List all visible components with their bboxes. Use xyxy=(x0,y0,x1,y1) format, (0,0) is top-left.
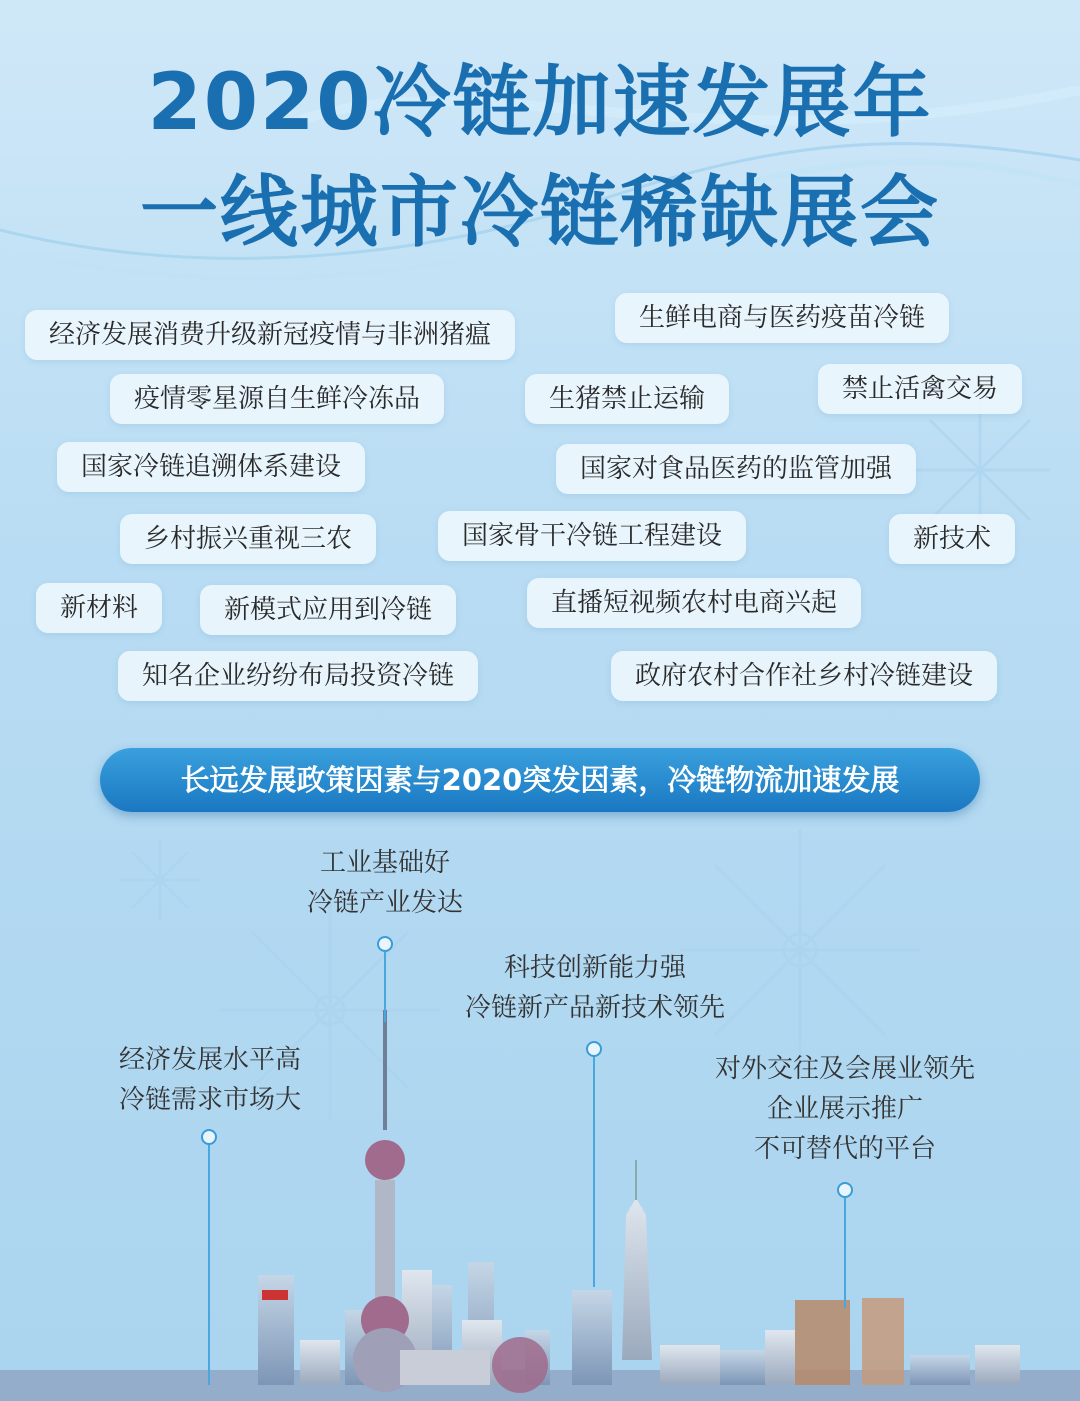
feature-callout xyxy=(90,1040,330,1120)
pin-line xyxy=(844,1198,846,1308)
tag-item: 国家骨干冷链工程建设 xyxy=(438,511,746,561)
feature-callout xyxy=(430,948,760,1028)
tag-item: 经济发展消费升级新冠疫情与非洲猪瘟 xyxy=(25,310,515,360)
page-title-line2: 一线城市冷链稀缺展会 xyxy=(139,168,940,258)
feature-line: 科技创新能力强 xyxy=(503,953,686,983)
feature-line: 经济发展水平高 xyxy=(118,1045,301,1075)
tag-item: 新模式应用到冷链 xyxy=(200,585,456,635)
feature-line: 不可替代的平台 xyxy=(753,1134,936,1164)
tag-item: 直播短视频农村电商兴起 xyxy=(527,578,861,628)
tag-item: 禁止活禽交易 xyxy=(818,364,1022,414)
pin-dot-icon xyxy=(837,1182,853,1198)
feature-line: 冷链需求市场大 xyxy=(118,1085,301,1115)
tag-item: 新技术 xyxy=(889,514,1015,564)
feature-callout xyxy=(680,1049,1010,1169)
page-title-line1: 2020冷链加速发展年 xyxy=(147,58,933,148)
feature-line: 冷链新产品新技术领先 xyxy=(464,993,725,1023)
tag-item: 知名企业纷纷布局投资冷链 xyxy=(118,651,478,701)
tag-item: 乡村振兴重视三农 xyxy=(120,514,376,564)
feature-line: 工业基础好 xyxy=(319,848,450,878)
pin-line xyxy=(208,1145,210,1385)
tag-item: 疫情零星源自生鲜冷冻品 xyxy=(110,374,444,424)
feature-line: 冷链产业发达 xyxy=(306,888,463,918)
feature-line: 对外交往及会展业领先 xyxy=(714,1054,975,1084)
pin-dot-icon xyxy=(377,936,393,952)
tag-item: 国家冷链追溯体系建设 xyxy=(57,442,365,492)
tag-item: 国家对食品医药的监管加强 xyxy=(556,444,916,494)
feature-line: 企业展示推广 xyxy=(766,1094,923,1124)
tag-item: 新材料 xyxy=(36,583,162,633)
pin-dot-icon xyxy=(586,1041,602,1057)
pin-line xyxy=(384,952,386,1022)
pin-line xyxy=(593,1057,595,1287)
headline-banner: 长远发展政策因素与2020突发因素，冷链物流加速发展 xyxy=(100,748,980,812)
feature-callout xyxy=(265,843,505,923)
tag-item: 政府农村合作社乡村冷链建设 xyxy=(611,651,997,701)
pin-dot-icon xyxy=(201,1129,217,1145)
tag-item: 生猪禁止运输 xyxy=(525,374,729,424)
tag-item: 生鲜电商与医药疫苗冷链 xyxy=(615,293,949,343)
